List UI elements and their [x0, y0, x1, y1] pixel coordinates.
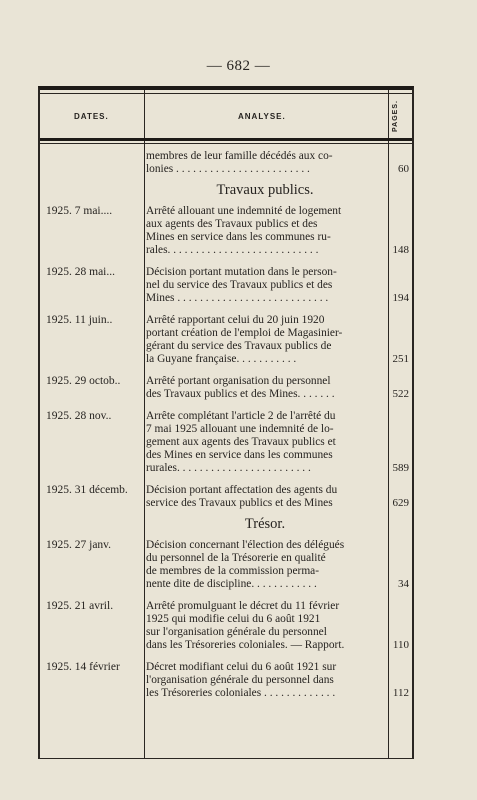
analysis-line: Décret modifiant celui du 6 août 1921 sur [146, 661, 337, 673]
entry-analysis [146, 539, 384, 591]
page-reference: 60 [398, 163, 409, 175]
analysis-line: 7 mai 1925 allouant une indemnité de lo- [146, 423, 334, 435]
entry-date: 1925. 7 mai.... [46, 205, 113, 217]
section-title: Travaux publics. [216, 182, 314, 198]
analysis-line: nel du service des Travaux publics et des [146, 279, 333, 291]
entry-date: 1925. 28 mai... [46, 266, 115, 278]
analysis-line: Décision portant mutation dans le person- [146, 266, 337, 278]
table-row [40, 375, 412, 401]
analysis-line: Mines en service dans les communes ru- [146, 231, 331, 243]
entry-analysis [146, 600, 384, 652]
table-body [40, 150, 412, 700]
table-row [40, 600, 412, 652]
analysis-line: des Mines en service dans les communes [146, 449, 333, 461]
page-reference: 34 [398, 578, 409, 590]
analysis-line: 1925 qui modifie celui du 6 août 1921 [146, 613, 321, 625]
page-reference: 148 [392, 244, 409, 256]
entry-date: 1925. 14 février [46, 661, 120, 673]
entry-analysis [146, 661, 384, 700]
table-row [40, 661, 412, 700]
entry-date: 1925. 28 nov.. [46, 410, 112, 422]
entry-analysis [146, 314, 384, 366]
analysis-line: du personnel de la Trésorerie en qualité [146, 552, 326, 564]
page-reference: 251 [392, 353, 409, 365]
table-row [40, 484, 412, 510]
entry-analysis [146, 150, 384, 176]
analysis-line: Arrête complétant l'article 2 de l'arrêté du [146, 410, 336, 422]
analysis-line: rales. . . . . . . . . . . . . . . . . . . . . . . . . . . [146, 244, 319, 256]
entry-date: 1925. 11 juin.. [46, 314, 113, 326]
analysis-line: gement aux agents des Travaux publics et [146, 436, 336, 448]
analysis-line: portant création de l'emploi de Magasinier- [146, 327, 343, 339]
table-row [40, 539, 412, 591]
analysis-line: Arrêté promulguant le décret du 11 février [146, 600, 340, 612]
entry-date: 1925. 21 avril. [46, 600, 114, 612]
section-title: Trésor. [244, 516, 286, 532]
analysis-line: gérant du service des Travaux publics de [146, 340, 332, 352]
analysis-line: Arrêté rapportant celui du 20 juin 1920 [146, 314, 325, 326]
analysis-line: Mines . . . . . . . . . . . . . . . . . . . . . . . . . . . [146, 292, 329, 304]
analysis-line: lonies . . . . . . . . . . . . . . . . . . . . . . . . [146, 163, 310, 175]
analysis-line: Décision concernant l'élection des délégués [146, 539, 345, 551]
analyse-header: ANALYSE. [238, 112, 286, 121]
entry-analysis [146, 484, 384, 510]
page-number: — 682 — [206, 58, 271, 74]
table-row [40, 314, 412, 366]
register-table [38, 86, 414, 759]
header-rule [40, 138, 412, 141]
analysis-line: sur l'organisation générale du personnel [146, 626, 327, 638]
analysis-line: nente dite de discipline. . . . . . . . . . . . [146, 578, 317, 590]
header-rule-thin [40, 143, 412, 144]
analysis-line: Arrêté portant organisation du personnel [146, 375, 331, 387]
page-reference: 194 [392, 292, 409, 304]
analysis-line: les Trésoreries coloniales . . . . . . . . . . . . . [146, 687, 336, 699]
continuation-entry [40, 150, 412, 176]
pages-header: PAGES. [392, 100, 399, 132]
analysis-line: de membres de la commission perma- [146, 565, 320, 577]
table-row [40, 266, 412, 305]
entry-date: 1925. 31 décemb. [46, 484, 128, 496]
page-reference: 629 [392, 497, 409, 509]
analysis-line: Arrêté allouant une indemnité de logement [146, 205, 342, 217]
entry-date: 1925. 27 janv. [46, 539, 112, 551]
analysis-line: service des Travaux publics et des Mines [146, 497, 333, 509]
entry-date: 1925. 29 octob.. [46, 375, 121, 387]
analysis-line: l'organisation générale du personnel dans [146, 674, 334, 686]
table-row [40, 205, 412, 257]
entry-analysis [146, 375, 384, 401]
entry-analysis [146, 205, 384, 257]
analysis-line: dans les Trésoreries coloniales. — Rapport. [146, 639, 345, 651]
analysis-line: aux agents des Travaux publics et des [146, 218, 318, 230]
table-row [40, 410, 412, 475]
analysis-line: Décision portant affectation des agents du [146, 484, 338, 496]
page-reference: 589 [392, 462, 409, 474]
page-reference: 522 [392, 388, 409, 400]
dates-header: DATES. [74, 112, 109, 121]
page-reference: 110 [392, 639, 409, 651]
analysis-line: membres de leur famille décédés aux co- [146, 150, 333, 162]
entry-analysis [146, 266, 384, 305]
entry-analysis [146, 410, 384, 475]
analysis-line: la Guyane française. . . . . . . . . . . [146, 353, 297, 365]
page-reference: 112 [392, 687, 409, 699]
analysis-line: des Travaux publics et des Mines. . . . . . . [146, 388, 335, 400]
analysis-line: rurales. . . . . . . . . . . . . . . . . . . . . . . . [146, 462, 311, 474]
